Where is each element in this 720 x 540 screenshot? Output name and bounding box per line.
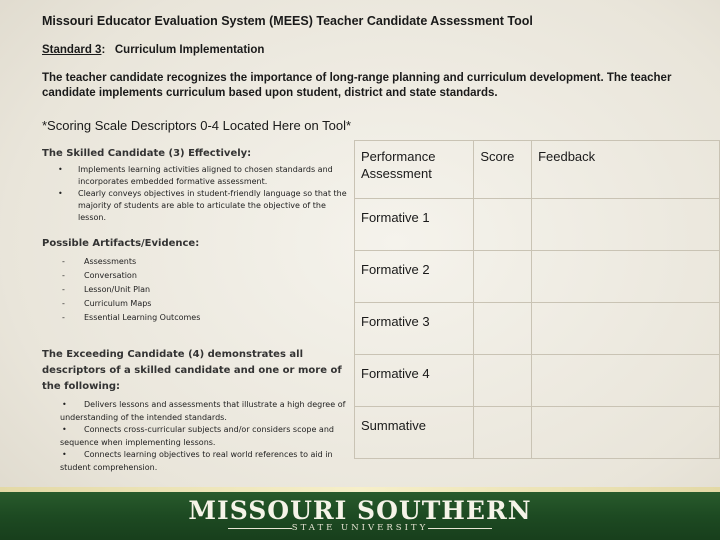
list-item-text: Essential Learning Outcomes — [84, 313, 201, 322]
table-row — [355, 355, 720, 407]
list-item-text: Conversation — [84, 271, 137, 280]
list-item — [60, 399, 354, 424]
row-label-cell — [355, 355, 474, 407]
standard-separator: : — [101, 44, 106, 56]
list-item-text: Clearly conveys objectives in student-friendly language so that the majority of students are able to articulate the objective of the lesson. — [78, 189, 347, 222]
feedback-cell[interactable] — [532, 407, 720, 459]
scoring-scale-note: *Scoring Scale Descriptors 0-4 Located Here on Tool* — [42, 118, 352, 133]
list-item — [60, 424, 354, 449]
dash-marker: - — [62, 285, 65, 294]
table-row — [355, 303, 720, 355]
list-item — [42, 269, 354, 283]
feedback-cell[interactable] — [532, 303, 720, 355]
university-banner — [0, 487, 720, 540]
list-item-text: Curriculum Maps — [84, 299, 152, 308]
standard-line — [42, 44, 264, 56]
feedback-cell[interactable] — [532, 355, 720, 407]
list-item-text: Assessments — [84, 257, 137, 266]
dash-marker: - — [62, 313, 65, 322]
skilled-heading: The Skilled Candidate (3) Effectively: — [42, 148, 252, 159]
exceeding-heading: The Exceeding Candidate (4) demonstrates all descriptors of a skilled candidate and one or more of the following: — [42, 349, 342, 392]
row-label-cell — [355, 199, 474, 251]
list-item-text: Connects cross-curricular subjects and/or considers scope and sequence when implementing lessons. — [60, 425, 334, 447]
list-item — [42, 283, 354, 297]
artifacts-heading: Possible Artifacts/Evidence: — [42, 238, 200, 249]
assessment-table — [354, 140, 720, 459]
logo-rule-right — [428, 528, 492, 529]
list-item-text: Lesson/Unit Plan — [84, 285, 151, 294]
list-item — [42, 311, 354, 325]
banner-shine — [0, 487, 720, 492]
exceeding-list — [42, 399, 354, 474]
table-header-row — [355, 141, 720, 199]
score-cell[interactable] — [474, 199, 532, 251]
table-row — [355, 407, 720, 459]
row-label: Formative 4 — [361, 366, 430, 381]
list-item-text: Implements learning activities aligned to chosen standards and incorporates embedded formative assessment. — [78, 165, 333, 186]
score-cell[interactable] — [474, 251, 532, 303]
bullet-marker: • — [58, 165, 63, 174]
dash-marker: - — [62, 299, 65, 308]
skilled-list — [42, 164, 354, 224]
table-row — [355, 251, 720, 303]
row-label-cell — [355, 407, 474, 459]
row-label: Summative — [361, 418, 427, 433]
dash-marker: - — [62, 257, 65, 266]
row-label-cell — [355, 303, 474, 355]
score-cell[interactable] — [474, 355, 532, 407]
list-item — [42, 297, 354, 311]
score-cell[interactable] — [474, 407, 532, 459]
descriptor-column — [42, 148, 354, 474]
row-label: Formative 2 — [361, 262, 430, 277]
header-score: Score — [480, 149, 515, 164]
header-feedback: Feedback — [538, 149, 596, 164]
bullet-marker: • — [62, 400, 67, 409]
row-label-cell — [355, 251, 474, 303]
list-item — [42, 188, 354, 224]
list-item — [60, 449, 354, 474]
row-label: Formative 1 — [361, 210, 430, 225]
list-item-text: Delivers lessons and assessments that illustrate a high degree of understanding of the intended standards. — [60, 400, 346, 422]
header-cell — [474, 141, 532, 199]
list-item-text: Connects learning objectives to real world references to aid in student comprehension. — [60, 450, 333, 472]
list-item — [42, 255, 354, 269]
table-row — [355, 199, 720, 251]
feedback-cell[interactable] — [532, 251, 720, 303]
bullet-marker: • — [58, 189, 63, 198]
university-logo-name: MISSOURI SOUTHERN — [188, 496, 532, 525]
university-logo-sub: STATE UNIVERSITY — [291, 523, 429, 533]
header-cell — [532, 141, 720, 199]
standard-label: Standard 3 — [42, 44, 102, 56]
header-cell — [355, 141, 474, 199]
bullet-marker: • — [62, 450, 67, 459]
header-performance-assessment: Performance Assessment — [361, 149, 436, 181]
row-label: Formative 3 — [361, 314, 430, 329]
standard-description: The teacher candidate recognizes the importance of long-range planning and curriculum development. The teacher candidate implements curriculum based upon student, district and state standards. — [42, 72, 672, 99]
page-title: Missouri Educator Evaluation System (MEES) Teacher Candidate Assessment Tool — [42, 14, 533, 28]
score-cell[interactable] — [474, 303, 532, 355]
bullet-marker: • — [62, 425, 67, 434]
feedback-cell[interactable] — [532, 199, 720, 251]
list-item — [42, 164, 354, 188]
artifacts-list — [42, 255, 354, 325]
dash-marker: - — [62, 271, 65, 280]
standard-name: Curriculum Implementation — [114, 44, 265, 56]
